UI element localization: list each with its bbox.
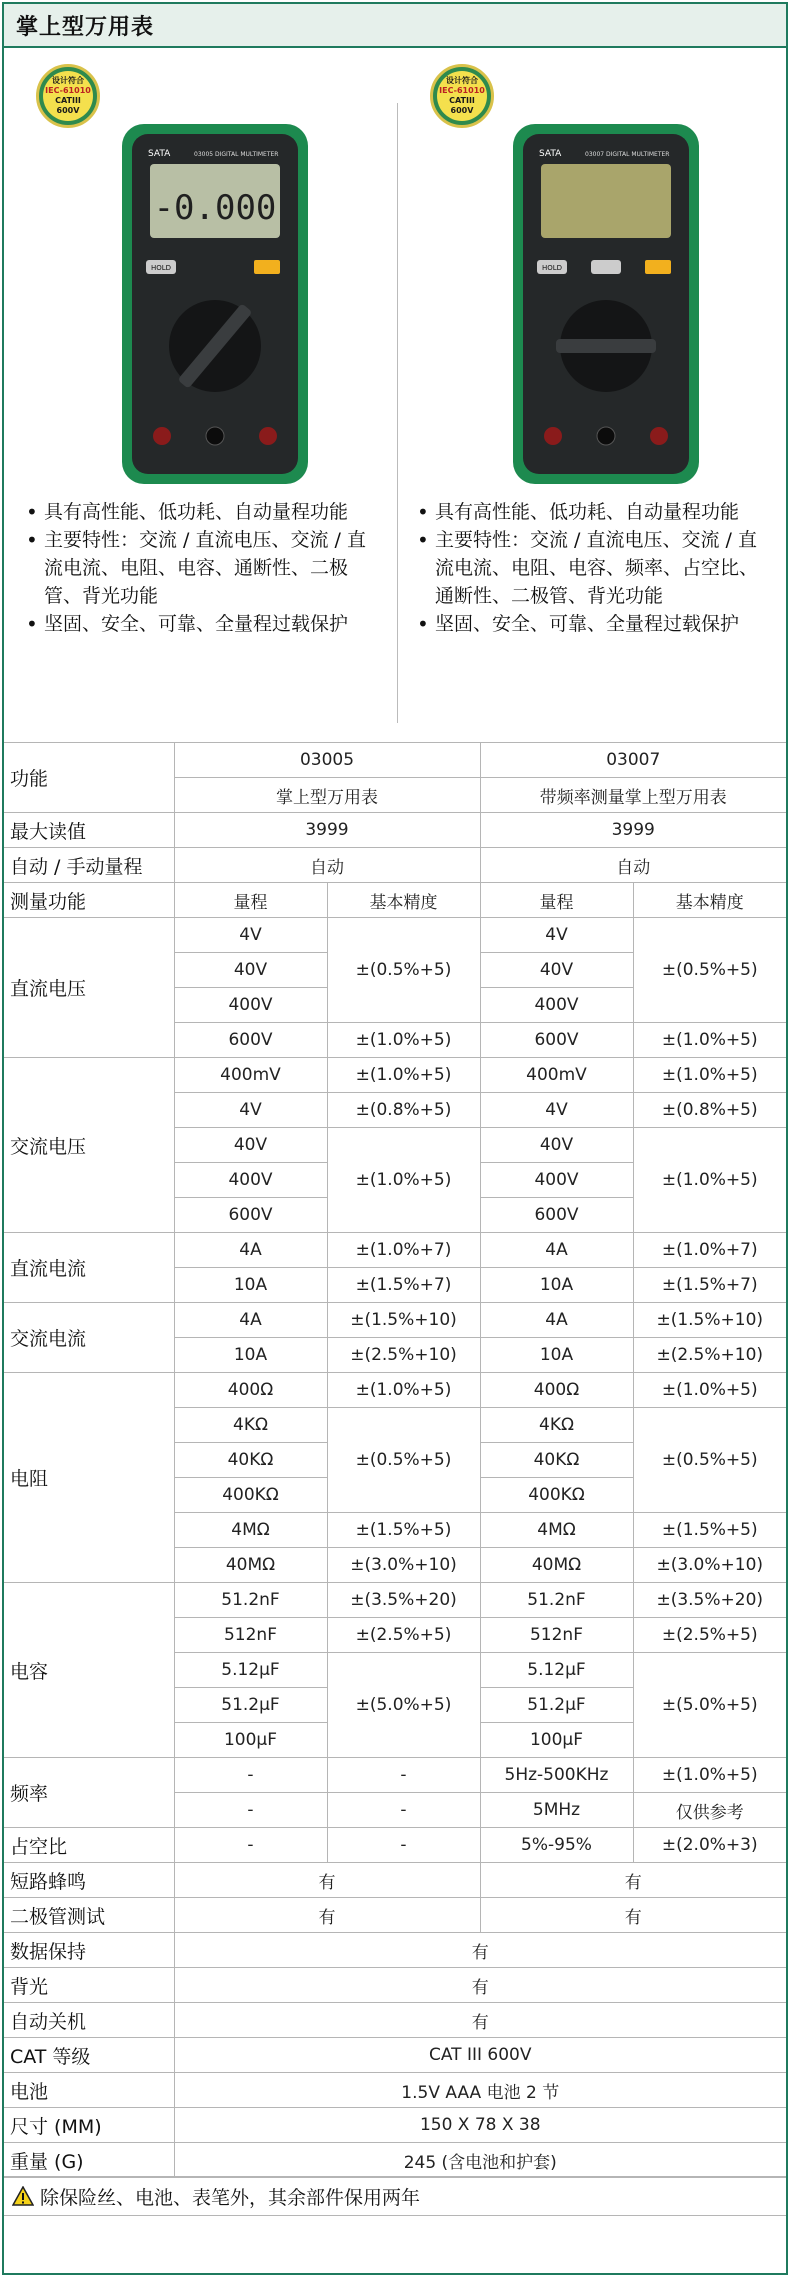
table-row [4, 2143, 786, 2178]
table-cell: 400V [174, 988, 327, 1023]
table-cell: 51.2μF [480, 1688, 633, 1723]
table-cell: 100μF [174, 1723, 327, 1758]
table-cell: 基本精度 [327, 883, 480, 918]
table-cell: 5.12μF [174, 1653, 327, 1688]
table-cell: 基本精度 [633, 883, 786, 918]
table-cell: ±(1.0%+7) [327, 1233, 480, 1268]
row-label: 背光 [4, 1968, 174, 2003]
table-cell: 4KΩ [174, 1408, 327, 1443]
row-label: 电池 [4, 2073, 174, 2108]
table-cell: 100μF [480, 1723, 633, 1758]
table-row [4, 813, 786, 848]
table-cell: ±(2.0%+3) [633, 1828, 786, 1863]
row-label: 数据保持 [4, 1933, 174, 1968]
table-cell: 4MΩ [174, 1513, 327, 1548]
table-cell: 512nF [174, 1618, 327, 1653]
table-cell: 51.2nF [174, 1583, 327, 1618]
table-cell: ±(3.5%+20) [633, 1583, 786, 1618]
spec-table [4, 742, 786, 2178]
table-cell: CAT III 600V [174, 2038, 786, 2073]
table-cell: ±(0.5%+5) [327, 1408, 480, 1513]
table-cell: 10A [480, 1268, 633, 1303]
table-cell: 有 [174, 2003, 786, 2038]
table-cell: 3999 [174, 813, 480, 848]
table-cell: - [174, 1793, 327, 1828]
table-cell: ±(1.5%+5) [327, 1513, 480, 1548]
table-cell: - [327, 1758, 480, 1793]
table-cell: 600V [174, 1198, 327, 1233]
table-cell: ±(1.0%+5) [327, 1058, 480, 1093]
iec-badge: 设计符合 IEC-61010 CATIII 600V [36, 64, 100, 128]
table-cell: ±(2.5%+10) [327, 1338, 480, 1373]
table-cell: ±(5.0%+5) [633, 1653, 786, 1758]
feature-list [22, 498, 381, 638]
table-cell: ±(2.5%+5) [633, 1618, 786, 1653]
svg-text:SATA: SATA [148, 149, 171, 159]
svg-text:-0.000: -0.000 [153, 188, 277, 228]
table-cell: 51.2μF [174, 1688, 327, 1723]
table-cell: 3999 [480, 813, 786, 848]
table-cell: 40V [480, 953, 633, 988]
table-cell: 有 [174, 1933, 786, 1968]
table-cell: 自动 [480, 848, 786, 883]
table-cell: 40V [174, 1128, 327, 1163]
table-cell: 掌上型万用表 [174, 778, 480, 813]
table-row [4, 2073, 786, 2108]
table-cell: ±(1.0%+5) [327, 1128, 480, 1233]
row-label: 重量 (G) [4, 2143, 174, 2178]
table-cell: 有 [174, 1898, 480, 1933]
svg-text:SATA: SATA [539, 149, 562, 159]
svg-text:03005 DIGITAL MULTIMETER: 03005 DIGITAL MULTIMETER [194, 151, 279, 158]
table-cell: 有 [480, 1898, 786, 1933]
table-cell: 4V [480, 1093, 633, 1128]
table-cell: 400Ω [174, 1373, 327, 1408]
table-row [4, 883, 786, 918]
page-title: 掌上型万用表 [4, 4, 786, 48]
table-cell: 40V [480, 1128, 633, 1163]
table-row [4, 1898, 786, 1933]
table-cell: 自动 [174, 848, 480, 883]
feature-list [413, 498, 772, 638]
multimeter-image [513, 124, 699, 484]
table-cell: 4MΩ [480, 1513, 633, 1548]
row-label: 频率 [4, 1758, 174, 1828]
row-label: 测量功能 [4, 883, 174, 918]
table-cell: 5Hz-500KHz [480, 1758, 633, 1793]
row-label: 直流电流 [4, 1233, 174, 1303]
table-cell: 5MHz [480, 1793, 633, 1828]
row-label: 直流电压 [4, 918, 174, 1058]
row-label: 短路蜂鸣 [4, 1863, 174, 1898]
table-cell: 150 X 78 X 38 [174, 2108, 786, 2143]
table-cell: 10A [174, 1338, 327, 1373]
table-cell: ±(0.5%+5) [633, 1408, 786, 1513]
feature-item: • 主要特性：交流 / 直流电压、交流 / 直流电流、电阻、电容、通断性、二极管、背光功能 [22, 526, 381, 610]
warranty-text: 除保险丝、电池、表笔外，其余部件保用两年 [40, 2186, 421, 2209]
table-row [4, 1373, 786, 1408]
table-cell: 4A [480, 1233, 633, 1268]
table-cell: ±(0.8%+5) [327, 1093, 480, 1128]
table-row [4, 1303, 786, 1338]
feature-item: • 坚固、安全、可靠、全量程过载保护 [413, 610, 772, 638]
row-label: 功能 [4, 743, 174, 813]
table-cell: ±(0.5%+5) [633, 918, 786, 1023]
table-cell: 10A [174, 1268, 327, 1303]
table-row [4, 2038, 786, 2073]
table-cell: 4A [480, 1303, 633, 1338]
table-cell: 40MΩ [174, 1548, 327, 1583]
multimeter-image [122, 124, 308, 484]
table-row [4, 1058, 786, 1093]
table-cell: 5.12μF [480, 1653, 633, 1688]
table-cell: 400KΩ [174, 1478, 327, 1513]
table-cell: 4A [174, 1233, 327, 1268]
table-cell: 4V [480, 918, 633, 953]
row-label: CAT 等级 [4, 2038, 174, 2073]
table-cell: 40MΩ [480, 1548, 633, 1583]
table-cell: 03005 [174, 743, 480, 778]
table-cell: - [327, 1828, 480, 1863]
table-cell: 600V [480, 1198, 633, 1233]
table-cell: ±(1.5%+10) [633, 1303, 786, 1338]
table-cell: 40KΩ [174, 1443, 327, 1478]
table-cell: 量程 [174, 883, 327, 918]
table-cell: 600V [480, 1023, 633, 1058]
table-cell: 有 [480, 1863, 786, 1898]
table-cell: ±(1.5%+7) [327, 1268, 480, 1303]
table-cell: ±(3.5%+20) [327, 1583, 480, 1618]
table-cell: 03007 [480, 743, 786, 778]
table-cell: 10A [480, 1338, 633, 1373]
products-section [4, 48, 786, 738]
row-label: 电阻 [4, 1373, 174, 1583]
table-cell: 有 [174, 1968, 786, 2003]
table-cell: ±(2.5%+5) [327, 1618, 480, 1653]
table-cell: 400V [480, 1163, 633, 1198]
table-cell: ±(1.0%+5) [633, 1128, 786, 1233]
table-row [4, 1863, 786, 1898]
product-03005 [4, 48, 395, 738]
table-row [4, 1233, 786, 1268]
table-row [4, 1933, 786, 1968]
table-row [4, 848, 786, 883]
table-cell: 4V [174, 918, 327, 953]
table-row [4, 1583, 786, 1618]
table-row [4, 1828, 786, 1863]
feature-item: • 主要特性：交流 / 直流电压、交流 / 直流电流、电阻、电容、频率、占空比、通断性、二极管、背光功能 [413, 526, 772, 610]
svg-text:03007 DIGITAL MULTIMETER: 03007 DIGITAL MULTIMETER [585, 151, 670, 158]
table-cell: ±(3.0%+10) [327, 1548, 480, 1583]
table-cell: 1.5V AAA 电池 2 节 [174, 2073, 786, 2108]
table-row [4, 1968, 786, 2003]
row-label: 自动 / 手动量程 [4, 848, 174, 883]
table-cell: 400V [174, 1163, 327, 1198]
table-cell: 600V [174, 1023, 327, 1058]
row-label: 占空比 [4, 1828, 174, 1863]
table-cell: - [327, 1793, 480, 1828]
table-cell: 4V [174, 1093, 327, 1128]
row-label: 自动关机 [4, 2003, 174, 2038]
table-cell: ±(1.5%+7) [633, 1268, 786, 1303]
row-label: 最大读值 [4, 813, 174, 848]
table-cell: 40V [174, 953, 327, 988]
row-label: 交流电压 [4, 1058, 174, 1233]
table-row [4, 1758, 786, 1793]
table-cell: ±(1.0%+5) [633, 1058, 786, 1093]
table-cell: 512nF [480, 1618, 633, 1653]
table-row [4, 743, 786, 778]
table-cell: 51.2nF [480, 1583, 633, 1618]
warning-icon [12, 2186, 34, 2206]
spec-sheet [2, 2, 788, 2275]
table-cell: ±(1.5%+10) [327, 1303, 480, 1338]
table-cell: ±(1.0%+5) [633, 1023, 786, 1058]
table-cell: 400KΩ [480, 1478, 633, 1513]
table-row [4, 2003, 786, 2038]
svg-text:HOLD: HOLD [541, 264, 563, 272]
table-cell: 仅供参考 [633, 1793, 786, 1828]
table-cell: ±(1.5%+5) [633, 1513, 786, 1548]
product-03007 [395, 48, 786, 738]
feature-item: • 具有高性能、低功耗、自动量程功能 [413, 498, 772, 526]
table-cell: ±(1.0%+5) [327, 1373, 480, 1408]
table-cell: 4KΩ [480, 1408, 633, 1443]
table-cell: 400Ω [480, 1373, 633, 1408]
iec-badge: 设计符合 IEC-61010 CATIII 600V [430, 64, 494, 128]
warranty-note [4, 2176, 788, 2216]
feature-item: • 坚固、安全、可靠、全量程过载保护 [22, 610, 381, 638]
table-cell: 4A [174, 1303, 327, 1338]
table-cell: ±(2.5%+10) [633, 1338, 786, 1373]
table-cell: 400V [480, 988, 633, 1023]
table-row [4, 2108, 786, 2143]
row-label: 二极管测试 [4, 1898, 174, 1933]
table-cell: ±(1.0%+5) [633, 1373, 786, 1408]
svg-text:HOLD: HOLD [150, 264, 172, 272]
table-cell: ±(3.0%+10) [633, 1548, 786, 1583]
table-cell: ±(1.0%+5) [633, 1758, 786, 1793]
table-cell: ±(5.0%+5) [327, 1653, 480, 1758]
table-cell: 245 (含电池和护套) [174, 2143, 786, 2178]
row-label: 交流电流 [4, 1303, 174, 1373]
table-cell: 400mV [174, 1058, 327, 1093]
table-cell: ±(0.8%+5) [633, 1093, 786, 1128]
table-row [4, 918, 786, 953]
feature-item: • 具有高性能、低功耗、自动量程功能 [22, 498, 381, 526]
table-cell: ±(0.5%+5) [327, 918, 480, 1023]
table-cell: 有 [174, 1863, 480, 1898]
row-label: 电容 [4, 1583, 174, 1758]
row-label: 尺寸 (MM) [4, 2108, 174, 2143]
table-cell: ±(1.0%+7) [633, 1233, 786, 1268]
table-cell: - [174, 1828, 327, 1863]
table-cell: ±(1.0%+5) [327, 1023, 480, 1058]
table-cell: - [174, 1758, 327, 1793]
table-cell: 400mV [480, 1058, 633, 1093]
table-cell: 5%-95% [480, 1828, 633, 1863]
table-cell: 40KΩ [480, 1443, 633, 1478]
table-cell: 带频率测量掌上型万用表 [480, 778, 786, 813]
table-cell: 量程 [480, 883, 633, 918]
